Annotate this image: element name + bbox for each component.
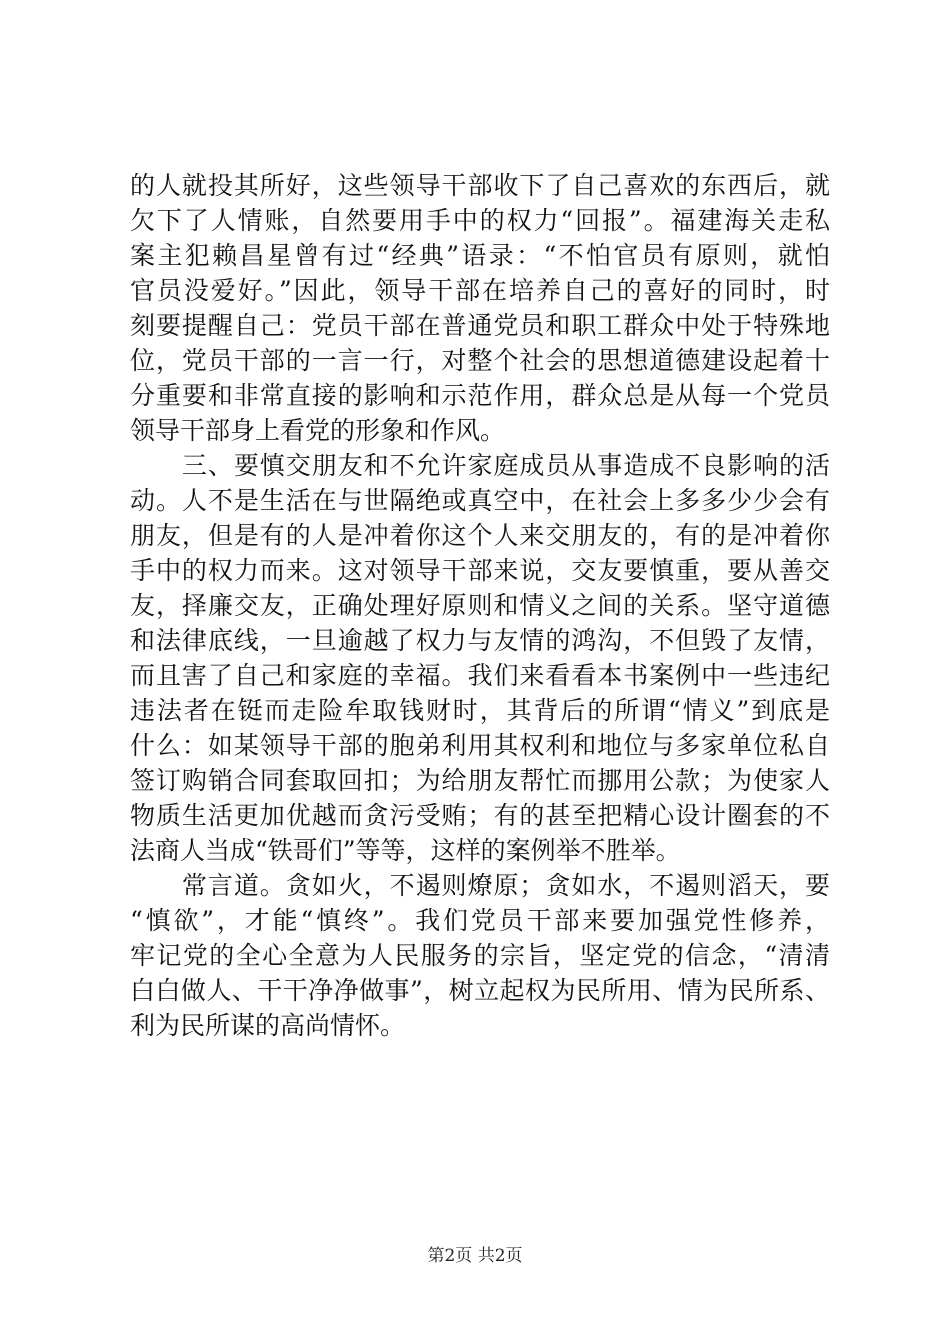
text-line-22: “慎欲”，才能“慎终”。我们党员干部来要加强党性修养， — [130, 906, 830, 935]
text-line-24: 白白做人、干干净净做事”，树立起权为民所用、情为民所系、 — [130, 976, 830, 1005]
text-line-4: 官员没爱好。”因此，领导干部在培养自己的喜好的同时，时 — [130, 276, 830, 305]
text-line-11: 朋友，但是有的人是冲着你这个人来交朋友的，有的是冲着你 — [130, 521, 830, 550]
text-line-18: 签订购销合同套取回扣；为给朋友帮忙而挪用公款；为使家人 — [130, 766, 830, 795]
text-line-8: 领导干部身上看党的形象和作风。 — [130, 416, 506, 445]
text-line-1: 的人就投其所好，这些领导干部收下了自己喜欢的东西后，就 — [130, 171, 830, 200]
text-line-25: 利为民所谋的高尚情怀。 — [130, 1011, 406, 1040]
body-text — [130, 168, 830, 1043]
text-line-14: 和法律底线，一旦逾越了权力与友情的鸿沟，不但毁了友情， — [130, 626, 830, 655]
text-line-20: 法商人当成“铁哥们”等等，这样的案例举不胜举。 — [130, 836, 681, 865]
text-line-13: 友，择廉交友，正确处理好原则和情义之间的关系。坚守道德 — [130, 591, 830, 620]
text-line-2: 欠下了人情账，自然要用手中的权力“回报”。福建海关走私 — [130, 206, 830, 235]
text-line-6: 位，党员干部的一言一行，对整个社会的思想道德建设起着十 — [130, 346, 830, 375]
text-line-5: 刻要提醒自己：党员干部在普通党员和职工群众中处于特殊地 — [130, 311, 830, 340]
text-line-21: 常言道。贪如火，不遏则燎原；贪如水，不遏则滔天，要 — [130, 871, 830, 900]
text-line-17: 什么：如某领导干部的胞弟利用其权利和地位与多家单位私自 — [130, 731, 830, 760]
text-line-3: 案主犯赖昌星曾有过“经典”语录：“不怕官员有原则，就怕 — [130, 241, 830, 270]
text-line-16: 违法者在铤而走险牟取钱财时，其背后的所谓“情义”到底是 — [130, 696, 830, 725]
page-number-footer: 第2页 共2页 — [427, 1246, 523, 1266]
text-line-19: 物质生活更加优越而贪污受贿；有的甚至把精心设计圈套的不 — [130, 801, 830, 830]
text-line-15: 而且害了自己和家庭的幸福。我们来看看本书案例中一些违纪 — [130, 661, 830, 690]
text-line-9: 三、要慎交朋友和不允许家庭成员从事造成不良影响的活 — [130, 451, 830, 480]
text-line-23: 牢记党的全心全意为人民服务的宗旨，坚定党的信念，“清清 — [130, 941, 830, 970]
text-line-7: 分重要和非常直接的影响和示范作用，群众总是从每一个党员 — [130, 381, 830, 410]
text-line-12: 手中的权力而来。这对领导干部来说，交友要慎重，要从善交 — [130, 556, 830, 585]
text-line-10: 动。人不是生活在与世隔绝或真空中，在社会上多多少少会有 — [130, 486, 830, 515]
